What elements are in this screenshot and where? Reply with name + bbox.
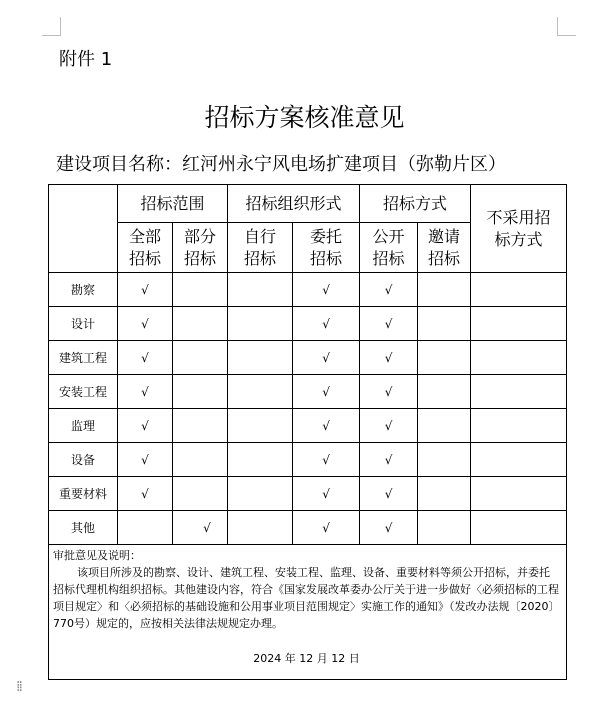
check-cell: √ <box>360 409 418 443</box>
check-cell <box>418 375 471 409</box>
check-cell <box>173 341 228 375</box>
check-cell <box>418 443 471 477</box>
header-self: 自行招标 <box>228 223 293 273</box>
check-cell: √ <box>360 477 418 511</box>
check-cell <box>228 409 293 443</box>
approval-opinion <box>49 545 567 680</box>
check-cell: √ <box>360 511 418 545</box>
check-cell <box>118 511 173 545</box>
check-cell: √ <box>173 511 228 545</box>
header-partial: 部分招标 <box>173 223 228 273</box>
check-cell <box>418 307 471 341</box>
header-open: 公开招标 <box>360 223 418 273</box>
check-cell <box>173 409 228 443</box>
table-row <box>49 409 567 443</box>
check-cell: √ <box>293 409 360 443</box>
header-entrust: 委托招标 <box>293 223 360 273</box>
attachment-label: 附件 1 <box>59 49 113 70</box>
check-cell <box>228 443 293 477</box>
check-cell <box>471 273 567 307</box>
check-cell: √ <box>118 307 173 341</box>
check-cell: √ <box>118 375 173 409</box>
opinion-heading: 审批意见及说明： <box>53 549 141 562</box>
check-cell <box>471 341 567 375</box>
check-cell <box>418 273 471 307</box>
check-cell <box>173 375 228 409</box>
table-row <box>49 307 567 341</box>
check-cell: √ <box>293 443 360 477</box>
header-all: 全部招标 <box>118 223 173 273</box>
header-blank-cell <box>49 185 118 273</box>
check-cell <box>228 273 293 307</box>
check-cell <box>228 375 293 409</box>
check-cell: √ <box>293 341 360 375</box>
document-title: 招标方案核准意见 <box>204 103 405 132</box>
check-cell: √ <box>360 341 418 375</box>
header-org-form: 招标组织形式 <box>228 185 360 223</box>
table-row <box>49 341 567 375</box>
check-cell: √ <box>360 273 418 307</box>
check-cell <box>418 409 471 443</box>
header-invite: 邀请招标 <box>418 223 471 273</box>
check-cell: √ <box>118 341 173 375</box>
table-row <box>49 375 567 409</box>
check-cell: √ <box>118 477 173 511</box>
check-cell: √ <box>293 375 360 409</box>
check-cell <box>471 375 567 409</box>
row-label: 设计 <box>49 307 118 341</box>
table-row <box>49 273 567 307</box>
check-cell: √ <box>118 273 173 307</box>
check-cell <box>228 511 293 545</box>
check-cell <box>173 273 228 307</box>
page-corner-mark-top-right <box>557 17 576 36</box>
table-row <box>49 443 567 477</box>
check-cell: √ <box>293 307 360 341</box>
check-cell <box>418 341 471 375</box>
check-cell: √ <box>293 511 360 545</box>
drag-handle-icon[interactable]: ⁞⁞ <box>16 679 21 695</box>
check-cell <box>471 443 567 477</box>
check-cell: √ <box>360 307 418 341</box>
bidding-plan-table <box>48 184 567 680</box>
check-cell: √ <box>293 273 360 307</box>
check-cell: √ <box>360 375 418 409</box>
check-cell <box>228 477 293 511</box>
check-cell: √ <box>118 409 173 443</box>
row-label: 建筑工程 <box>49 341 118 375</box>
check-cell <box>173 443 228 477</box>
opinion-body: 该项目所涉及的勘察、设计、建筑工程、安装工程、监理、设备、重要材料等须公开招标，并委托招标代理机构组织招标。其他建设内容，符合《国家发展改革委办公厅关于进一步做好〈必须招标的工程项目规定〉和〈必须招标的基础设施和公用事业项目范围规定〉实施工作的通知》（发改办法规〔2020〕770号）规定的，应按相关法律法规规定办理。 <box>53 566 560 630</box>
row-label: 其他 <box>49 511 118 545</box>
opinion-date: 2024 年 12 月 12 日 <box>253 652 360 665</box>
check-cell: √ <box>293 477 360 511</box>
check-cell <box>471 307 567 341</box>
header-not-adopted: 不采用招标方式 <box>471 185 567 273</box>
table-row <box>49 477 567 511</box>
check-cell <box>418 477 471 511</box>
header-method: 招标方式 <box>360 185 471 223</box>
row-label: 重要材料 <box>49 477 118 511</box>
check-cell: √ <box>118 443 173 477</box>
check-cell: √ <box>360 443 418 477</box>
check-cell <box>228 341 293 375</box>
check-cell <box>471 511 567 545</box>
check-cell <box>228 307 293 341</box>
check-cell <box>173 307 228 341</box>
header-scope: 招标范围 <box>118 185 228 223</box>
row-label: 设备 <box>49 443 118 477</box>
check-cell <box>173 477 228 511</box>
page-corner-mark-top-left <box>42 17 61 36</box>
check-cell <box>418 511 471 545</box>
table-row <box>49 511 567 545</box>
check-cell <box>471 409 567 443</box>
row-label: 安装工程 <box>49 375 118 409</box>
check-cell <box>471 477 567 511</box>
project-name: 建设项目名称：红河州永宁风电场扩建项目（弥勒片区） <box>56 154 506 175</box>
row-label: 监理 <box>49 409 118 443</box>
row-label: 勘察 <box>49 273 118 307</box>
